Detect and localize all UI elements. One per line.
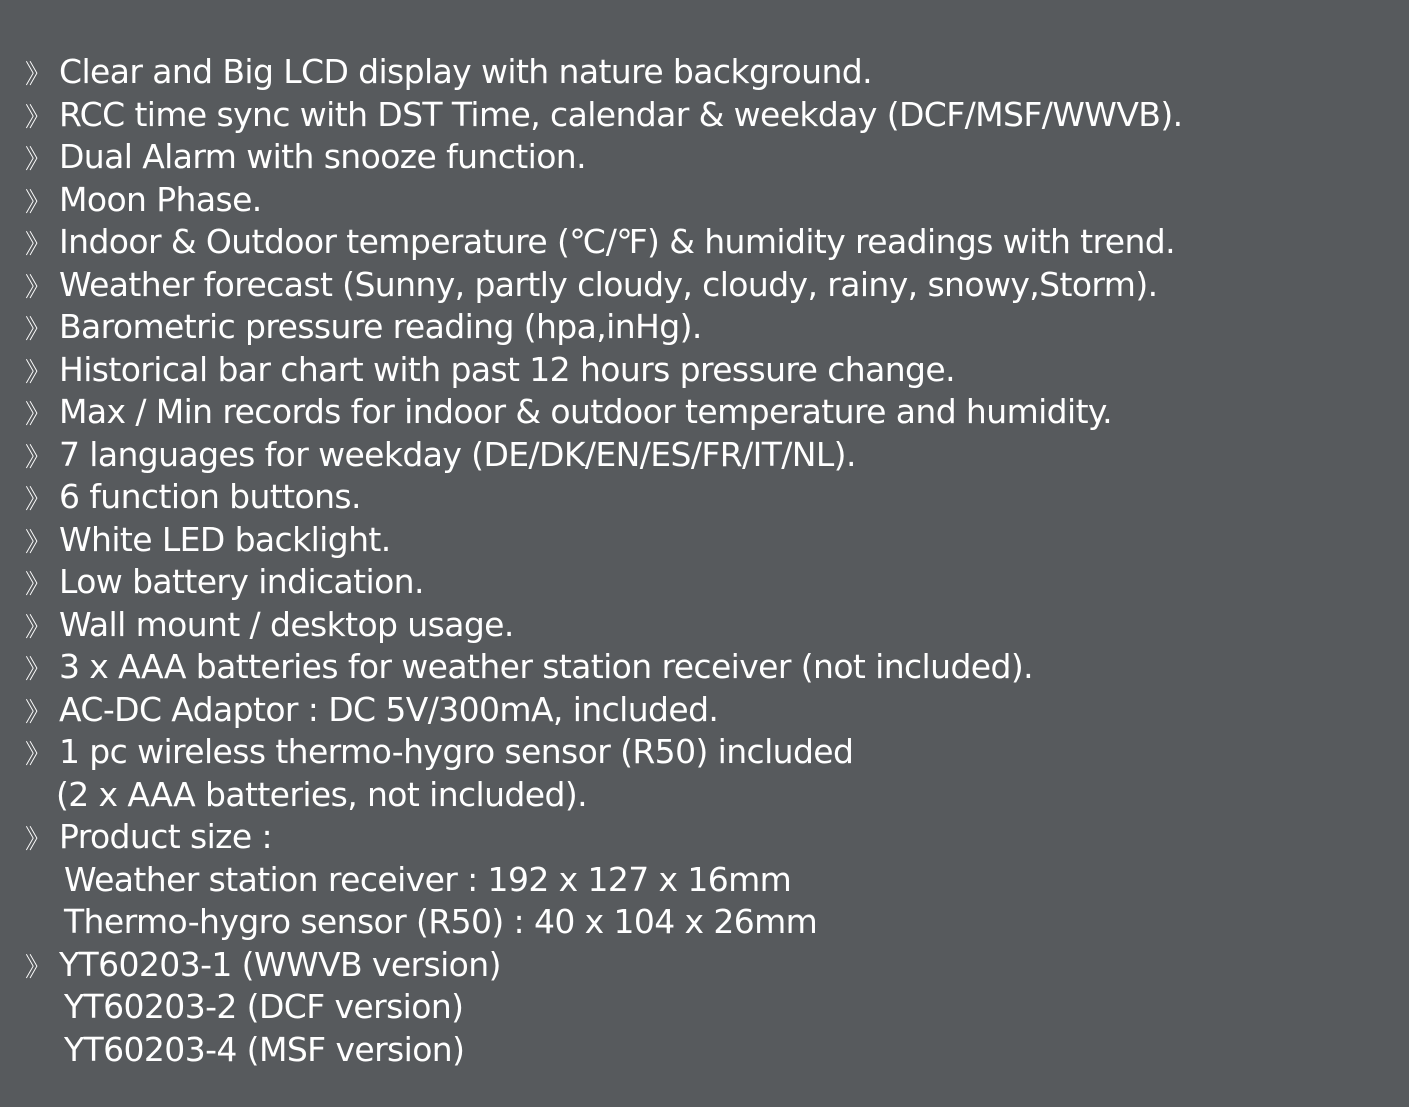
double-chevron-icon: 》 — [25, 102, 48, 133]
double-chevron-icon: 》 — [25, 825, 48, 855]
feature-text: 6 function buttons. — [59, 477, 361, 516]
list-item — [25, 51, 1409, 94]
feature-text: 3 x AAA batteries for weather station receiver (not included). — [59, 647, 1034, 686]
double-chevron-icon: 》 — [25, 442, 48, 473]
feature-text: Historical bar chart with past 12 hours pressure change. — [59, 349, 955, 389]
feature-text: Indoor & Outdoor temperature (℃/℉) & humidity readings with trend. — [59, 222, 1176, 261]
feature-text: 7 languages for weekday (DE/DK/EN/ES/FR/IT/NL). — [59, 434, 856, 474]
list-item — [25, 221, 1409, 264]
version-wwvb: YT60203-1 (WWVB version) — [59, 944, 501, 984]
double-chevron-icon: 》 — [25, 315, 48, 345]
list-item — [25, 264, 1409, 307]
double-chevron-icon: 》 — [25, 485, 48, 515]
list-item — [25, 349, 1409, 392]
double-chevron-icon: 》 — [25, 952, 48, 983]
double-chevron-icon: 》 — [25, 145, 48, 175]
list-item — [25, 136, 1409, 179]
version-msf: YT60203-4 (MSF version) — [64, 1029, 465, 1069]
feature-list — [25, 51, 1409, 1071]
receiver-size: Weather station receiver : 192 x 127 x 16mm — [64, 859, 792, 899]
sensor-item — [25, 731, 1409, 816]
list-item — [25, 646, 1409, 689]
list-item — [25, 179, 1409, 222]
product-size-heading: Product size : — [59, 817, 272, 856]
list-item — [25, 94, 1409, 137]
list-item — [25, 604, 1409, 647]
double-chevron-icon: 》 — [25, 655, 48, 685]
list-item — [25, 561, 1409, 604]
double-chevron-icon: 》 — [25, 612, 48, 643]
feature-text: Moon Phase. — [59, 179, 262, 219]
sensor-line-2: (2 x AAA batteries, not included). — [56, 774, 587, 814]
list-item — [25, 434, 1409, 477]
list-item — [25, 306, 1409, 349]
double-chevron-icon: 》 — [25, 527, 48, 558]
sensor-size: Thermo-hygro sensor (R50) : 40 x 104 x 26mm — [64, 902, 818, 941]
feature-text: Clear and Big LCD display with nature background. — [59, 52, 873, 91]
feature-text: Weather forecast (Sunny, partly cloudy, cloudy, rainy, snowy,Storm). — [59, 264, 1158, 304]
double-chevron-icon: 》 — [25, 400, 48, 430]
feature-text: Barometric pressure reading (hpa,inHg). — [59, 307, 702, 346]
list-item — [25, 689, 1409, 732]
feature-text: AC-DC Adaptor : DC 5V/300mA, included. — [59, 689, 719, 729]
version-dcf: YT60203-2 (DCF version) — [64, 987, 464, 1026]
double-chevron-icon: 》 — [25, 60, 48, 90]
feature-text: Wall mount / desktop usage. — [59, 604, 514, 644]
double-chevron-icon: 》 — [25, 740, 48, 770]
list-item — [25, 519, 1409, 562]
feature-text: Dual Alarm with snooze function. — [59, 137, 586, 176]
feature-text: White LED backlight. — [59, 519, 391, 559]
double-chevron-icon: 》 — [25, 272, 48, 303]
double-chevron-icon: 》 — [25, 187, 48, 218]
double-chevron-icon: 》 — [25, 230, 48, 260]
product-size-item — [25, 816, 1409, 944]
feature-text: RCC time sync with DST Time, calendar & weekday (DCF/MSF/WWVB). — [59, 94, 1183, 134]
double-chevron-icon: 》 — [25, 570, 48, 600]
sensor-line-1: 1 pc wireless thermo-hygro sensor (R50) included — [59, 732, 854, 771]
list-item — [25, 476, 1409, 519]
double-chevron-icon: 》 — [25, 697, 48, 728]
feature-text: Low battery indication. — [59, 562, 424, 601]
double-chevron-icon: 》 — [25, 357, 48, 388]
feature-text: Max / Min records for indoor & outdoor temperature and humidity. — [59, 392, 1113, 431]
list-item — [25, 391, 1409, 434]
versions-item — [25, 944, 1409, 1072]
